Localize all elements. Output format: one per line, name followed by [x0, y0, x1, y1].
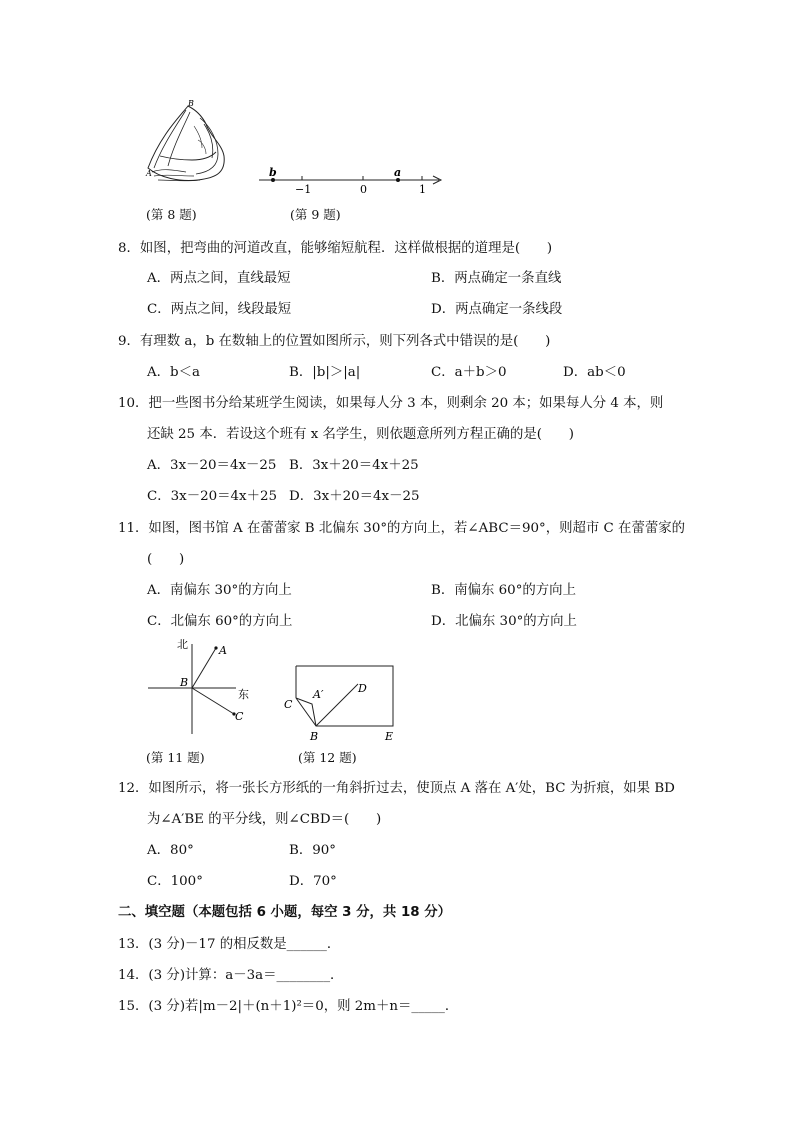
q9-option-c: C．a＋b＞0 — [431, 365, 507, 380]
q12-option-a: A．80° — [147, 843, 194, 858]
fig11-label-c: C — [235, 710, 244, 723]
fig9-tick-neg1: −1 — [295, 183, 312, 196]
figure-9-number-line — [255, 162, 445, 202]
q8-option-c: C．两点之间，线段最短 — [147, 302, 292, 317]
q10-option-a: A．3x－20＝4x－25 — [147, 458, 277, 473]
fig8-label-b: B — [188, 99, 194, 108]
q12-option-d: D．70° — [289, 874, 337, 889]
q8-option-b: B．两点确定一条直线 — [431, 271, 562, 286]
q9-stem: 9．有理数 a，b 在数轴上的位置如图所示，则下列各式中错误的是( ) — [118, 334, 551, 349]
q11-option-a: A．南偏东 30°的方向上 — [147, 583, 292, 598]
q8-stem: 8．如图，把弯曲的河道改直，能够缩短航程．这样做根据的道理是( ) — [118, 241, 553, 256]
figure-12-folded-paper — [280, 660, 405, 746]
fig9-tick-0: 0 — [360, 183, 367, 196]
fig11-label-north: 北 — [177, 638, 188, 651]
q9-option-b: B．|b|＞|a| — [289, 365, 361, 380]
fig12-label-d: D — [358, 682, 367, 695]
q14-item: 14．(3 分)计算：a－3a＝________． — [118, 968, 344, 983]
q9-option-d: D．ab＜0 — [563, 365, 626, 380]
fig12-label-c: C — [284, 698, 293, 711]
q12-stem-line1: 12．如图所示，将一张长方形纸的一角斜折过去，使顶点 A 落在 A′处，BC 为折痕，如果 BD — [118, 781, 675, 796]
q12-option-c: C．100° — [147, 874, 203, 889]
q11-stem-line1: 11．如图，图书馆 A 在蕾蕾家 B 北偏东 30°的方向上，若∠ABC＝90°，则超市 C 在蕾蕾家的 — [118, 521, 686, 536]
fig8-caption: (第 8 题) — [146, 207, 197, 222]
fig9-label-a: a — [394, 166, 402, 179]
q15-item: 15．(3 分)若|m－2|＋(n＋1)²＝0，则 2m＋n＝_____． — [118, 999, 459, 1014]
fig11-caption: (第 11 题) — [146, 750, 205, 765]
q8-option-a: A．两点之间，直线最短 — [147, 271, 291, 286]
q11-option-c: C．北偏东 60°的方向上 — [147, 614, 293, 629]
q11-stem-line2: ( ) — [147, 552, 185, 567]
q12-option-b: B．90° — [289, 843, 336, 858]
q10-option-d: D．3x＋20＝4x－25 — [289, 489, 420, 504]
figure-8-river — [140, 96, 240, 196]
fig11-label-a: A — [219, 644, 227, 657]
fig9-caption: (第 9 题) — [290, 207, 341, 222]
fig12-label-b: B — [310, 730, 319, 743]
fig9-tick-1: 1 — [419, 183, 426, 196]
fig9-label-b: b — [269, 166, 277, 179]
section-2-heading: 二、填空题（本题包括 6 小题，每空 3 分，共 18 分） — [118, 905, 452, 920]
fig8-label-a: A — [146, 169, 152, 178]
fig12-label-e: E — [385, 730, 394, 743]
q8-option-d: D．两点确定一条线段 — [431, 302, 563, 317]
q11-option-d: D．北偏东 30°的方向上 — [431, 614, 577, 629]
fig11-label-east: 东 — [238, 688, 249, 701]
q10-stem-line2: 还缺 25 本．若设这个班有 x 名学生，则依题意所列方程正确的是( ) — [147, 427, 575, 442]
q9-option-a: A．b＜a — [147, 365, 201, 380]
q12-stem-line2: 为∠A′BE 的平分线，则∠CBD＝( ) — [147, 812, 382, 827]
q11-option-b: B．南偏东 60°的方向上 — [431, 583, 576, 598]
q10-option-b: B．3x＋20＝4x＋25 — [289, 458, 419, 473]
figure-11-compass — [140, 634, 260, 744]
fig11-label-b: B — [180, 676, 189, 689]
fig12-caption: (第 12 题) — [298, 750, 357, 765]
q10-option-c: C．3x－20＝4x＋25 — [147, 489, 278, 504]
q10-stem-line1: 10．把一些图书分给某班学生阅读，如果每人分 3 本，则剩余 20 本；如果每人分 4 本，则 — [118, 396, 664, 411]
fig12-label-a-prime: A′ — [313, 688, 324, 701]
q13-item: 13．(3 分)－17 的相反数是______． — [118, 937, 341, 952]
